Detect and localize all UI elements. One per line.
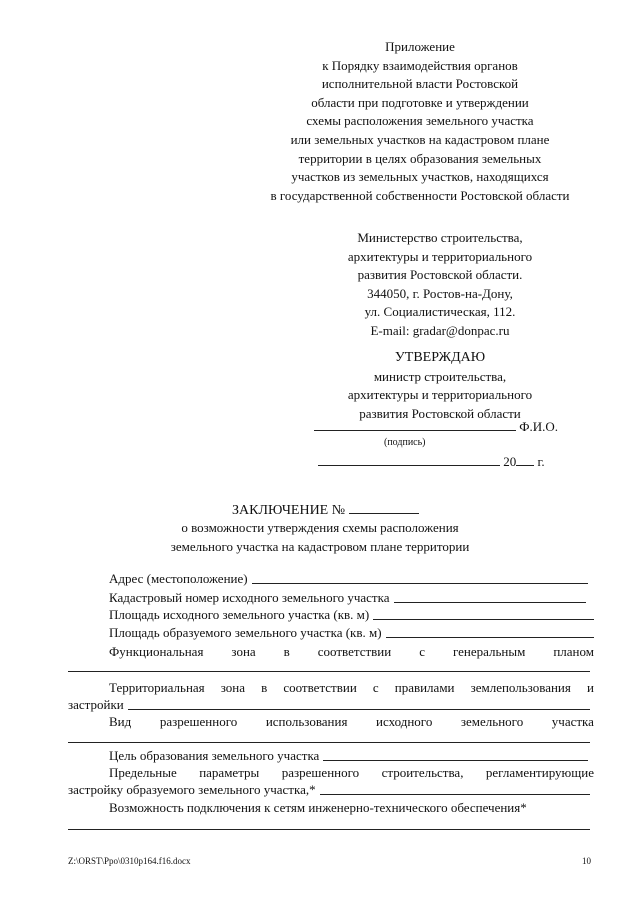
field-limits	[109, 765, 594, 781]
appendix-header	[200, 38, 640, 205]
word: Предельные	[109, 765, 177, 780]
cadastral-input-line[interactable]	[394, 590, 587, 603]
word: соответствии	[317, 644, 392, 659]
title-line: земельного участка на кадастровом плане территории	[170, 538, 470, 554]
word: правилами	[394, 680, 455, 695]
year-blank	[516, 454, 534, 466]
word: параметры	[199, 765, 260, 780]
approval-heading: УТВЕРЖДАЮ	[394, 350, 486, 365]
approval-block	[320, 349, 560, 423]
appendix-line: области при подготовке и утверждении	[311, 94, 529, 110]
date-blank	[318, 454, 500, 466]
ministry-line: ул. Социалистическая, 112.	[364, 304, 516, 320]
word: регламентирующие	[485, 765, 594, 780]
ministry-email: E-mail: gradar@donpac.ru	[370, 322, 510, 338]
address-input-line[interactable]	[252, 571, 588, 584]
appendix-line: схемы расположения земельного участка	[306, 113, 534, 129]
appendix-line: территории в целях образования земельных	[298, 150, 542, 166]
appendix-line: Приложение	[385, 39, 455, 54]
field-area-source	[109, 607, 594, 623]
year-suffix: г.	[537, 454, 545, 469]
field-label: застройки	[68, 697, 124, 712]
appendix-line: в государственной собственности Ростовской области	[270, 187, 570, 203]
appendix-line: исполнительной власти Ростовской	[321, 76, 519, 92]
word: зона	[231, 644, 256, 659]
field-label: Площадь исходного земельного участка (кв. м)	[109, 607, 370, 622]
territorial-zone-input-line[interactable]	[128, 697, 590, 710]
word: в	[261, 680, 268, 695]
field-functional-zone	[109, 644, 594, 660]
appendix-line: к Порядку взаимодействия органов	[322, 57, 518, 73]
word: планом	[553, 644, 594, 659]
word: Территориальная	[109, 680, 205, 695]
field-label: застройку образуемого земельного участка,*	[68, 782, 316, 797]
limits-input-line[interactable]	[320, 782, 590, 795]
functional-zone-input-line[interactable]	[68, 671, 590, 672]
document-title	[232, 502, 419, 519]
field-label: Адрес (местоположение)	[109, 571, 248, 586]
word: и	[586, 680, 594, 695]
field-limits-cont	[68, 782, 594, 798]
approval-line: развития Ростовской области	[359, 405, 521, 421]
field-permitted-use	[109, 714, 594, 730]
signature-caption: (подпись)	[384, 437, 426, 448]
field-territorial-zone	[109, 680, 594, 696]
signature-blank	[314, 419, 516, 431]
ministry-line: архитектуры и территориального	[347, 248, 533, 264]
field-purpose	[109, 748, 594, 764]
word: зона	[220, 680, 246, 695]
ministry-line: Министерство строительства,	[357, 230, 523, 245]
signature-line	[314, 419, 558, 435]
word: с	[372, 680, 379, 695]
fio-label: Ф.И.О.	[519, 419, 559, 434]
connection-input-line[interactable]	[68, 829, 590, 830]
word: разрешенного	[281, 765, 360, 780]
field-cadastral-number	[109, 590, 594, 606]
word: в	[283, 644, 290, 659]
field-label: Площадь образуемого земельного участка (кв. м)	[109, 625, 382, 640]
ministry-line: 344050, г. Ростов-на-Дону,	[367, 285, 513, 301]
title-subtitle	[150, 519, 490, 556]
word: разрешенного	[159, 714, 238, 729]
appendix-line: или земельных участков на кадастровом плане	[290, 131, 550, 147]
word: с	[419, 644, 425, 659]
footer-file-path: Z:\ORST\Ppo\0310p164.f16.docx	[68, 856, 191, 866]
field-label: Возможность подключения к сетям инженерно-технического обеспечения*	[109, 800, 527, 815]
permitted-use-input-line[interactable]	[68, 742, 590, 743]
approval-line: министр строительства,	[373, 368, 507, 384]
field-label: Кадастровый номер исходного земельного участка	[109, 590, 390, 605]
footer-page-number: 10	[582, 856, 591, 866]
word: использования	[265, 714, 348, 729]
approval-line: архитектуры и территориального	[347, 387, 533, 403]
number-blank	[349, 502, 419, 514]
title-main: ЗАКЛЮЧЕНИЕ №	[232, 503, 346, 518]
ministry-line: развития Ростовской области.	[357, 267, 523, 283]
field-territorial-zone-cont	[68, 697, 594, 713]
purpose-input-line[interactable]	[323, 748, 588, 761]
year-prefix: 20	[503, 454, 517, 469]
word: Функциональная	[109, 644, 204, 659]
appendix-line: участков из земельных участков, находящихся	[291, 169, 549, 185]
area-new-input-line[interactable]	[386, 625, 594, 638]
word: землепользования	[470, 680, 571, 695]
word: участка	[551, 714, 594, 729]
word: Вид	[109, 714, 132, 729]
word: соответствии	[283, 680, 357, 695]
field-area-new	[109, 625, 594, 641]
area-source-input-line[interactable]	[373, 607, 594, 620]
field-label: Цель образования земельного участка	[109, 748, 320, 763]
word: земельного	[460, 714, 524, 729]
word: генеральным	[452, 644, 526, 659]
word: исходного	[376, 714, 433, 729]
date-line	[318, 454, 545, 470]
word: строительства,	[381, 765, 464, 780]
title-line: о возможности утверждения схемы расположения	[181, 520, 459, 535]
ministry-address	[320, 229, 560, 341]
field-address	[109, 571, 594, 587]
field-connection	[109, 800, 594, 816]
